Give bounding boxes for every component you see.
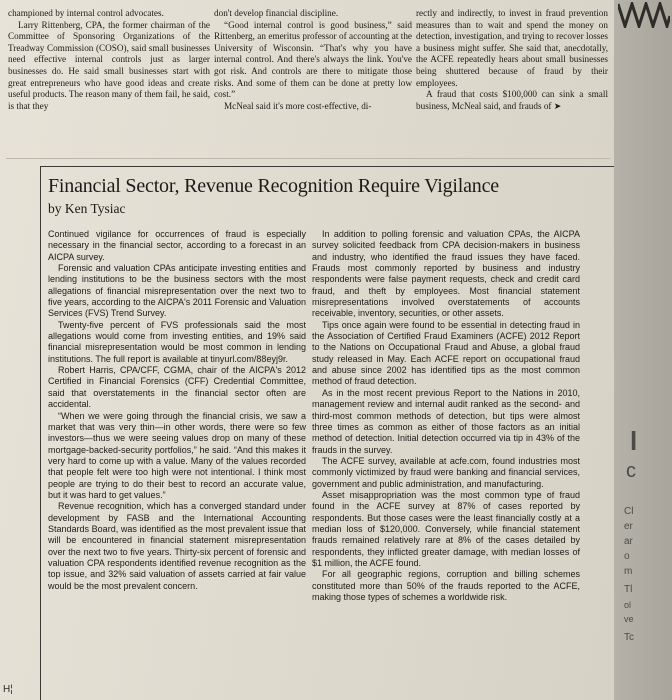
- article-paragraph: “When we were going through the financial crisis, we saw a market that was very thin—in other words, there were so few investors—thus we were seeing values drop on many of these mortgage-backed-security portfolios,” he said. “And this makes it very hard to come up with a value. Many of the values recorded that people felt were too high were not intentional. I think most people are trying to do their best to record an accurate value, but it was hard to get values.”: [48, 410, 306, 500]
- top-column-3-text: A fraud that costs $100,000 can sink a small business, McNeal said, and frauds of: [416, 89, 608, 111]
- article-paragraph: The ACFE survey, available at acfe.com, found industries most commonly victimized by fraud were banking and financial services, government and public administration, and manufacturing.: [312, 455, 580, 489]
- top-column-3-paragraph: rectly and indirectly, to invest in fraud prevention measures than to wait and spend the money on detection, investigation, and trying to recover losses a business might suffer. She said that, anecdotally, the ACFE repeatedly hears about small businesses being shuttered because of fraud by their employees.: [416, 8, 608, 88]
- article-paragraph: Robert Harris, CPA/CFF, CGMA, chair of the AICPA's 2012 Certified in Financial Forensics (CFF) Credential Committee, said that overstatements in the financial sector often are accidental.: [48, 365, 306, 410]
- top-column-1-paragraph: championed by internal control advocates.: [8, 8, 164, 18]
- article-paragraph: For all geographic regions, corruption and billing schemes constituted more than 50% of the frauds reported to the ACFE, making those types of schemes a worldwide risk.: [312, 569, 580, 602]
- adjacent-page-strip: [614, 0, 672, 700]
- continue-arrow-icon: ➤: [553, 100, 562, 111]
- strip-glyph: Tc: [624, 632, 634, 643]
- corner-mark: H¦: [3, 684, 13, 695]
- strip-glyph: ol: [624, 600, 632, 610]
- strip-glyph: Cl: [624, 506, 634, 517]
- article-right-column: [312, 229, 580, 603]
- article-paragraph: Forensic and valuation CPAs anticipate investing entities and lending institutions to be the business sectors with the most allegations of financial misrepresentation over the next two to five years, according to the AICPA's 2011 Forensic and Valuation Services (FVS) Trend Survey.: [48, 263, 306, 319]
- article-paragraph: Asset misappropriation was the most common type of fraud found in the ACFE survey at 87% of cases reported by respondents. But those cases were the least financially costly at a median loss of $120,000. Conversely, while financial statement frauds remained relatively rare at 8% of the cases detailed by respondents, they inflicted greater damage, with median losses of $1 million, the ACFE found.: [312, 489, 580, 568]
- article-paragraph: As in the most recent previous Report to the Nations in 2010, management review and internal audit ranked as the second- and third-most common methods of detection, but tips were almost three times as common as either of those factors as an initial method of detection. Initial detection occurred via tip in 43% of the frauds in the survey.: [312, 387, 580, 455]
- strip-glyph: o: [624, 551, 630, 562]
- top-column-3-paragraph: [416, 89, 608, 112]
- zigzag-pattern-icon: [618, 2, 670, 28]
- strip-glyph: m: [624, 566, 633, 577]
- top-column-2-paragraph: don't develop financial discipline.: [214, 8, 339, 18]
- article-paragraph: Continued vigilance for occurrences of fraud is especially necessary in the financial sector, according to a forecast in an AICPA survey.: [48, 229, 306, 262]
- article-byline: by Ken Tysiac: [48, 201, 126, 216]
- strip-glyph: l: [630, 426, 638, 456]
- article-paragraph: Tips once again were found to be essential in detecting fraud in the Association of Certified Fraud Examiners (ACFE) 2012 Report to the Nations on Occupational Fraud and Abuse, a global fraud study released in May. Each ACFE report on occupational fraud and abuse since 2002 has identified tips as the most common method of fraud detection.: [312, 319, 580, 387]
- strip-glyph: ar: [624, 536, 633, 547]
- strip-glyph: er: [624, 521, 633, 532]
- top-column-1-paragraph: Larry Rittenberg, CPA, the former chairman of the Committee of Sponsoring Organizations of the Treadway Commission (COSO), said small businesses need effective internal controls just as larger businesses do. He said small businesses start with great entrepreneurs who have good ideas and create useful products. The reason many of them fail, he said, is that they: [8, 19, 210, 111]
- top-column-2: [214, 8, 412, 112]
- top-column-3: [416, 8, 608, 112]
- section-divider: [6, 158, 610, 159]
- top-column-2-paragraph: “Good internal control is good business,” said Rittenberg, an emeritus professor of accounting at the University of Wisconsin. “That's why you have internal control. And there's always the link. You've got risk. And controls are there to mitigate those risks. And some of them can be done at pretty low cost.”: [214, 19, 412, 100]
- strip-glyph: ve: [624, 614, 634, 624]
- article-paragraph: In addition to polling forensic and valuation CPAs, the AICPA survey solicited feedback from CPA decision-makers in business and industry, who identified the fraud issues they have faced. Frauds most commonly reported by business and industry respondents were false payment requests, check and credit card fraud, and theft by employees. Most financial statement misrepresentations involved overstatements of accounts receivable, inventory, securities, or other assets.: [312, 229, 580, 319]
- top-column-2-paragraph: McNeal said it's more cost-effective, di-: [224, 100, 372, 111]
- article-paragraph: Revenue recognition, which has a converged standard under development by FASB and the International Accounting Standards Board, was identified as the most prevalent issue that will be encountered in financial statement misrepresentation over the next two to five years. Thirty-six percent of forensic and valuation CPA respondents identified revenue recognition as the top issue, and 32% said valuation of assets carried at fair value would be the most prevalent concern.: [48, 501, 306, 591]
- article-left-column: [48, 229, 306, 592]
- strip-glyph: c: [626, 460, 636, 482]
- strip-glyph: Tl: [624, 584, 633, 595]
- article-paragraph: Twenty-five percent of FVS professionals said the most allegations would come from investing entities, and 19% said financial misrepresentation would be most common in lending institutions. The full report is available at tinyurl.com/88eyj9r.: [48, 319, 306, 364]
- article-title: Financial Sector, Revenue Recognition Require Vigilance: [48, 175, 499, 197]
- top-column-1: [8, 8, 210, 112]
